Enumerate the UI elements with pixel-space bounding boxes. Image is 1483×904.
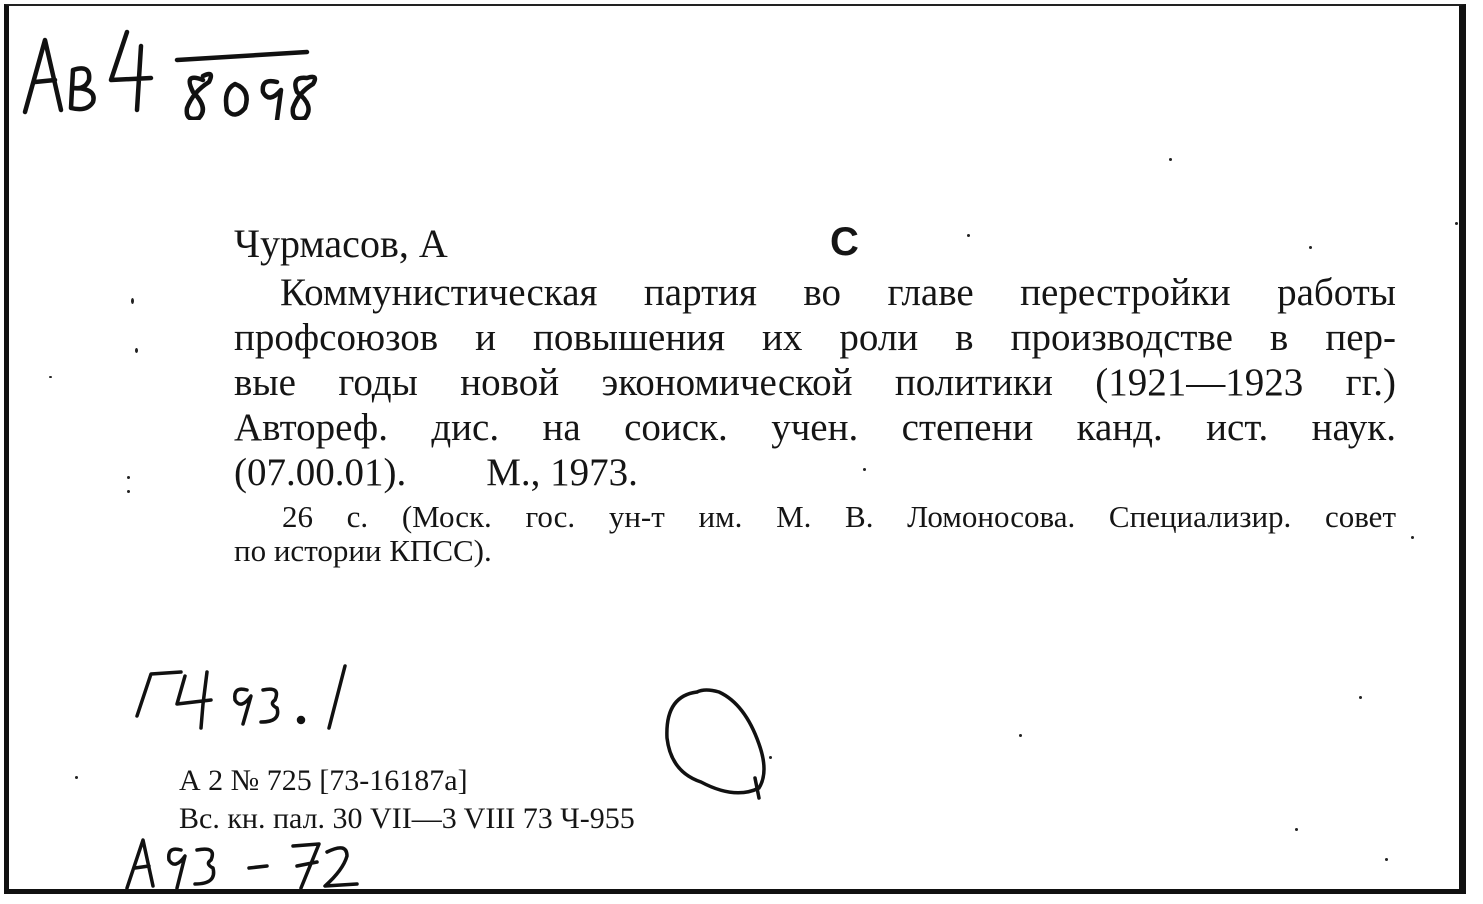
title-line: вые годы новой экономической политики (1921—1923 гг.) (234, 361, 1396, 404)
scan-speck (135, 348, 138, 353)
scan-speck (1359, 696, 1362, 699)
handwritten-shelf-mark (129, 656, 369, 736)
scan-speck (1019, 734, 1022, 737)
title-line: Автореф. дис. на соиск. учен. степени канд. ист. наук. (234, 406, 1396, 449)
description-line: по истории КПСС). (234, 533, 492, 568)
hand-drawn-loop (657, 682, 787, 812)
scan-speck (127, 476, 130, 479)
registration-chamber-line: Вс. кн. пал. 30 VII—3 VIII 73 Ч-955 (179, 802, 635, 835)
catalog-card (4, 4, 1466, 894)
scan-speck (75, 776, 78, 779)
registration-number: А 2 № 725 [73-16187а] (179, 764, 468, 797)
title-block (234, 270, 1396, 495)
scan-speck (127, 490, 130, 493)
scan-speck (1295, 828, 1298, 831)
title-line: профсоюзов и повышения их роли в производстве в пер- (234, 316, 1396, 359)
physical-description (234, 500, 1396, 568)
specialty-code: (07.00.01). (234, 451, 407, 494)
scan-speck (1455, 222, 1458, 225)
scan-speck (1385, 858, 1388, 861)
handwritten-accession-mark (15, 20, 335, 120)
description-line: 26 с. (Моск. гос. ун-т им. М. В. Ломоносова. Специализир. совет (282, 499, 1396, 534)
scan-speck (131, 298, 134, 304)
scan-speck (967, 234, 970, 237)
handwritten-bottom-mark (121, 832, 381, 894)
scan-speck (1309, 246, 1312, 249)
scan-speck (769, 756, 772, 759)
place-year: М., 1973. (486, 451, 638, 494)
classification-letter: С (830, 220, 859, 264)
scan-speck (1169, 158, 1172, 161)
scan-speck (1411, 536, 1414, 539)
imprint-line (234, 450, 1396, 495)
scan-speck (863, 468, 866, 471)
title-line: Коммунистическая партия во главе перестройки работы (280, 271, 1396, 314)
author-heading-line (234, 220, 1394, 266)
author-name: Чурмасов, А (234, 221, 448, 266)
scan-speck (49, 376, 52, 378)
